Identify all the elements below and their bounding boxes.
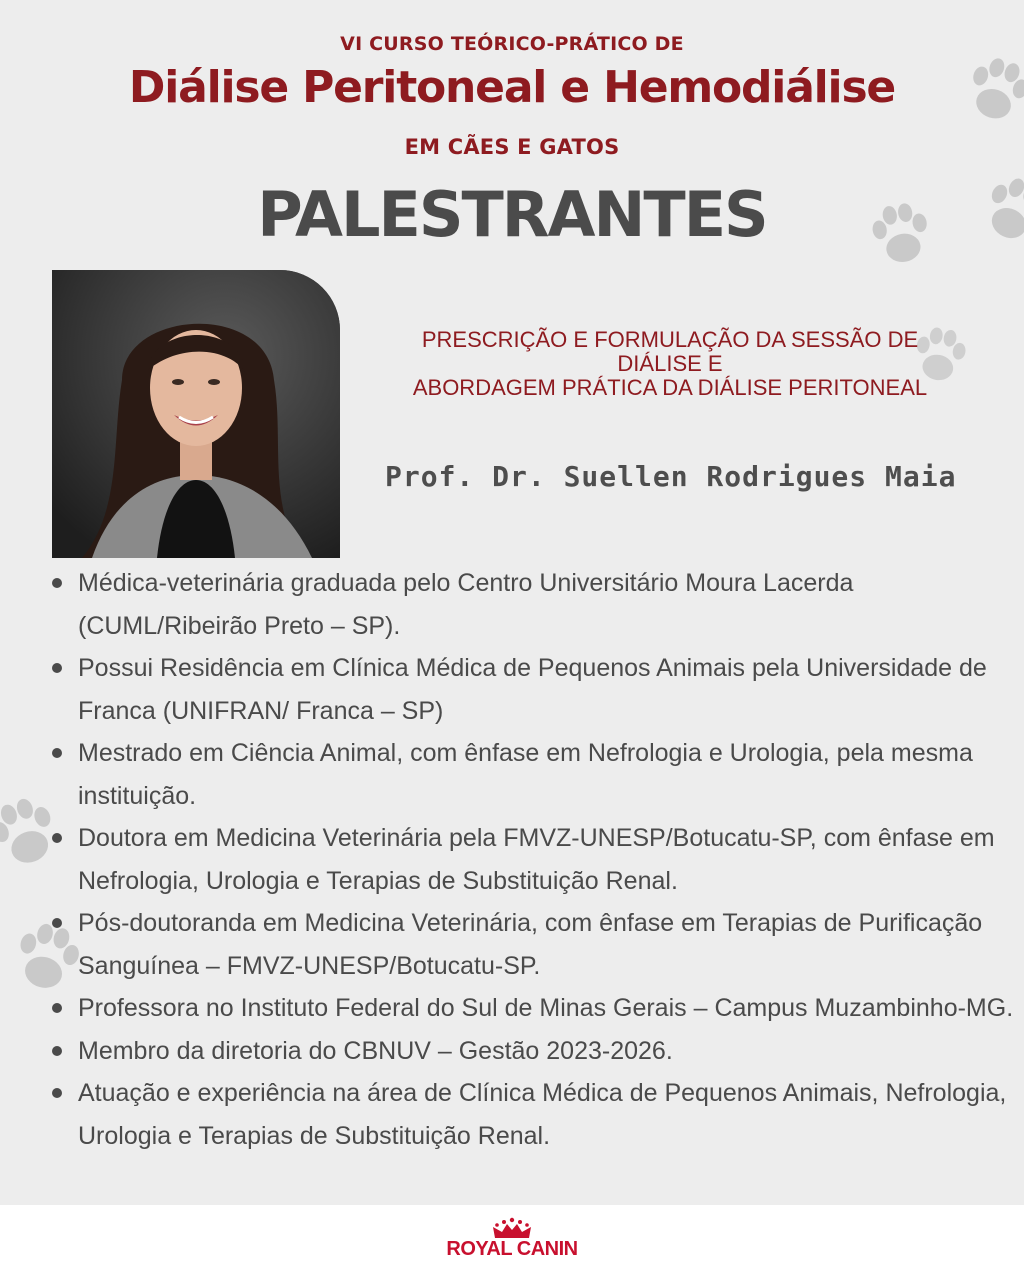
- talk-topic: [390, 328, 950, 400]
- bio-item: Possui Residência em Clínica Médica de Pequenos Animais pela Universidade de Franca (UNIFRAN/ Franca – SP): [0, 647, 1024, 732]
- bullet-icon: [52, 1088, 62, 1098]
- royal-canin-logo: [437, 1216, 587, 1266]
- talk-topic-line: PRESCRIÇÃO E FORMULAÇÃO DA SESSÃO DE: [421, 327, 919, 352]
- speaker-bio-list: [0, 562, 1024, 1157]
- bullet-icon: [52, 578, 62, 588]
- bio-item: Doutora em Medicina Veterinária pela FMVZ-UNESP/Botucatu-SP, com ênfase em Nefrologia, Urologia e Terapias de Substituição Renal.: [0, 817, 1024, 902]
- bullet-icon: [52, 663, 62, 673]
- bio-item: Mestrado em Ciência Animal, com ênfase em Nefrologia e Urologia, pela mesma instituição.: [0, 732, 1024, 817]
- bullet-icon: [52, 1046, 62, 1056]
- crown-icon: [489, 1216, 535, 1240]
- talk-topic-line: DIÁLISE E: [617, 351, 723, 376]
- bio-item: Médica-veterinária graduada pelo Centro Universitário Moura Lacerda (CUML/Ribeirão Preto – SP).: [0, 562, 1024, 647]
- bio-item: Atuação e experiência na área de Clínica Médica de Pequenos Animais, Nefrologia, Urologia e Terapias de Substituição Renal.: [0, 1072, 1024, 1157]
- bullet-icon: [52, 833, 62, 843]
- course-kicker: VI CURSO TEÓRICO-PRÁTICO DE: [340, 33, 684, 55]
- course-subtitle: EM CÃES E GATOS: [404, 135, 620, 159]
- bullet-icon: [52, 748, 62, 758]
- section-heading: PALESTRANTES: [257, 178, 767, 251]
- logo-text: ROYAL CANIN: [446, 1238, 578, 1260]
- speaker-photo: [52, 270, 340, 558]
- bio-item: Pós-doutoranda em Medicina Veterinária, com ênfase em Terapias de Purificação Sanguínea – FMVZ-UNESP/Botucatu-SP.: [0, 902, 1024, 987]
- bio-item: Membro da diretoria do CBNUV – Gestão 2023-2026.: [0, 1030, 1024, 1073]
- bullet-icon: [52, 918, 62, 928]
- course-title: Diálise Peritoneal e Hemodiálise: [128, 62, 896, 113]
- talk-topic-line: ABORDAGEM PRÁTICA DA DIÁLISE PERITONEAL: [412, 375, 928, 400]
- bio-item: Professora no Instituto Federal do Sul de Minas Gerais – Campus Muzambinho-MG.: [0, 987, 1024, 1030]
- bullet-icon: [52, 1003, 62, 1013]
- speaker-name: Prof. Dr. Suellen Rodrigues Maia: [385, 460, 957, 493]
